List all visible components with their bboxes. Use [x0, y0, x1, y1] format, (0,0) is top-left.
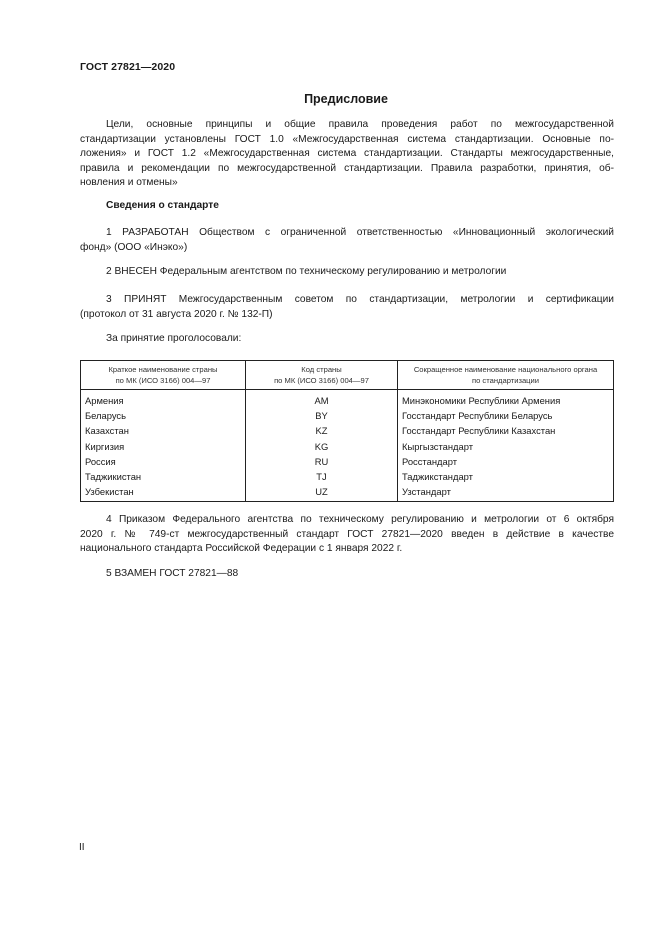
vote-intro: За принятие проголосовали: — [106, 333, 242, 344]
item-1-line: фонд» (ООО «Инэко») — [80, 241, 188, 253]
country-cell: Казахстан — [81, 423, 246, 438]
code-cell: TJ — [246, 469, 398, 484]
item-1-line: 1 РАЗРАБОТАН Обществом с ограниченной ответственностью «Инновационный экологический — [106, 227, 614, 238]
page-number: II — [79, 842, 85, 853]
country-cell: Киргизия — [81, 439, 246, 454]
item-2: 2 ВНЕСЕН Федеральным агентством по техническому регулированию и метрологии — [106, 266, 507, 277]
country-cell: Россия — [81, 454, 246, 469]
table-row — [81, 469, 614, 484]
body-cell: Росстандарт — [398, 454, 614, 469]
item-4-line: 4 Приказом Федерального агентства по техническому регулированию и метрологии от 6 октября — [106, 514, 614, 525]
item-4-line: национального стандарта Российской Федерации с 1 января 2022 г. — [80, 543, 403, 555]
body-cell: Узстандарт — [398, 484, 614, 502]
table-header-row — [81, 361, 614, 390]
intro-line: правила и рекомендации по межгосударственной стандартизации. Правила разработки, принятия, об- — [80, 162, 614, 174]
column-header-body: Сокращенное наименование национального органа по стандартизации — [398, 361, 614, 390]
item-3 — [80, 293, 614, 322]
table-row — [81, 408, 614, 423]
body-cell: Госстандарт Республики Беларусь — [398, 408, 614, 423]
country-cell: Таджикистан — [81, 469, 246, 484]
body-cell: Минэкономики Республики Армения — [398, 390, 614, 409]
item-4-line: 2020 г. № 749-ст межгосударственный стандарт ГОСТ 27821—2020 введен в действие в качестве — [80, 528, 614, 540]
item-5: 5 ВЗАМЕН ГОСТ 27821—88 — [106, 568, 239, 579]
column-header-country: Краткое наименование страны по МК (ИСО 3166) 004—97 — [81, 361, 246, 390]
column-header-code: Код страны по МК (ИСО 3166) 004—97 — [246, 361, 398, 390]
intro-paragraph — [80, 118, 614, 191]
item-4 — [80, 513, 614, 557]
table-row — [81, 439, 614, 454]
country-cell: Армения — [81, 390, 246, 409]
code-cell: UZ — [246, 484, 398, 502]
intro-line: Цели, основные принципы и общие правила проведения работ по межгосударственной — [106, 119, 614, 130]
voting-table — [80, 360, 614, 502]
intro-line: стандартизации установлены ГОСТ 1.0 «Межгосударственная система стандартизации. Основные по- — [80, 133, 614, 145]
item-3-line: 3 ПРИНЯТ Межгосударственным советом по стандартизации, метрологии и сертификации — [106, 294, 614, 305]
intro-line: новления и отмены» — [80, 177, 178, 189]
item-1 — [80, 226, 614, 255]
document-header: ГОСТ 27821—2020 — [80, 61, 176, 73]
body-cell: Госстандарт Республики Казахстан — [398, 423, 614, 438]
country-cell: Беларусь — [81, 408, 246, 423]
section-subheading: Сведения о стандарте — [106, 200, 219, 211]
table-row — [81, 390, 614, 409]
country-cell: Узбекистан — [81, 484, 246, 502]
intro-line: ложения» и ГОСТ 1.2 «Межгосударственная система стандартизации. Стандарты межгосударственные, — [80, 148, 614, 160]
table-row — [81, 484, 614, 502]
item-3-line: (протокол от 31 августа 2020 г. № 132-П) — [80, 308, 273, 320]
table-row — [81, 423, 614, 438]
table-row — [81, 454, 614, 469]
code-cell: KZ — [246, 423, 398, 438]
code-cell: BY — [246, 408, 398, 423]
code-cell: AM — [246, 390, 398, 409]
body-cell: Кыргызстандарт — [398, 439, 614, 454]
code-cell: KG — [246, 439, 398, 454]
page-title: Предисловие — [304, 92, 388, 106]
code-cell: RU — [246, 454, 398, 469]
body-cell: Таджикстандарт — [398, 469, 614, 484]
